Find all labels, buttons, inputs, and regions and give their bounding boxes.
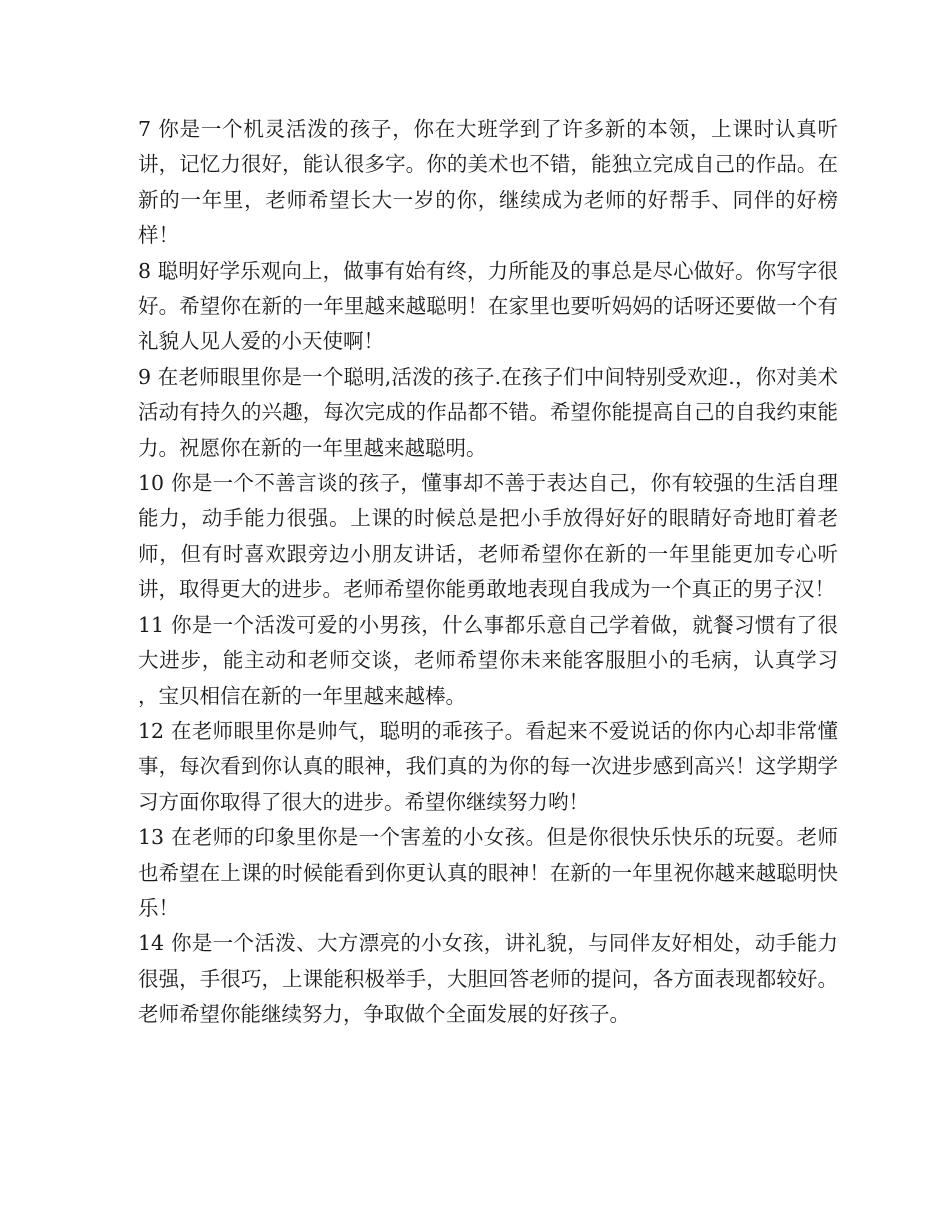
comment-paragraph-10: 10 你是一个不善言谈的孩子，懂事却不善于表达自己，你有较强的生活自理能力，动手能力很强。上课的时候总是把小手放得好好的眼睛好奇地盯着老师，但有时喜欢跟旁边小朋友讲话，老师希望你在新的一年里能更加专心听讲，取得更大的进步。老师希望你能勇敢地表现自我成为一个真正的男子汉！ [138, 471, 838, 602]
comment-paragraph-14: 14 你是一个活泼、大方漂亮的小女孩，讲礼貌，与同伴友好相处，动手能力很强，手很巧，上课能积极举手，大胆回答老师的提问，各方面表现都较好。老师希望你能继续努力，争取做个全面发展的好孩子。 [138, 931, 838, 1027]
comment-paragraph-8: 8 聪明好学乐观向上，做事有始有终，力所能及的事总是尽心做好。你写字很好。希望你在新的一年里越来越聪明！在家里也要听妈妈的话呀还要做一个有礼貌人见人爱的小天使啊！ [138, 258, 838, 354]
comment-paragraph-9: 9 在老师眼里你是一个聪明,活泼的孩子.在孩子们中间特别受欢迎.，你对美术活动有持久的兴趣，每次完成的作品都不错。希望你能提高自己的自我约束能力。祝愿你在新的一年里越来越聪明。 [138, 364, 838, 460]
comment-paragraph-12: 12 在老师眼里你是帅气，聪明的乖孩子。看起来不爱说话的你内心却非常懂事，每次看到你认真的眼神，我们真的为你的每一次进步感到高兴！这学期学习方面你取得了很大的进步。希望你继续努力哟！ [138, 718, 838, 814]
document-body [138, 112, 838, 1033]
comment-paragraph-13: 13 在老师的印象里你是一个害羞的小女孩。但是你很快乐快乐的玩耍。老师也希望在上课的时候能看到你更认真的眼神！在新的一年里祝你越来越聪明快乐！ [138, 825, 838, 920]
comment-paragraph-11: 11 你是一个活泼可爱的小男孩，什么事都乐意自己学着做，就餐习惯有了很大进步，能主动和老师交谈，老师希望你未来能客服胆小的毛病，认真学习 ，宝贝相信在新的一年里越来越棒。 [138, 612, 838, 708]
comment-paragraph-7: 7 你是一个机灵活泼的孩子，你在大班学到了许多新的本领，上课时认真听讲，记忆力很好，能认很多字。你的美术也不错，能独立完成自己的作品。在新的一年里，老师希望长大一岁的你，继续成为老师的好帮手、同伴的好榜样！ [138, 117, 838, 248]
